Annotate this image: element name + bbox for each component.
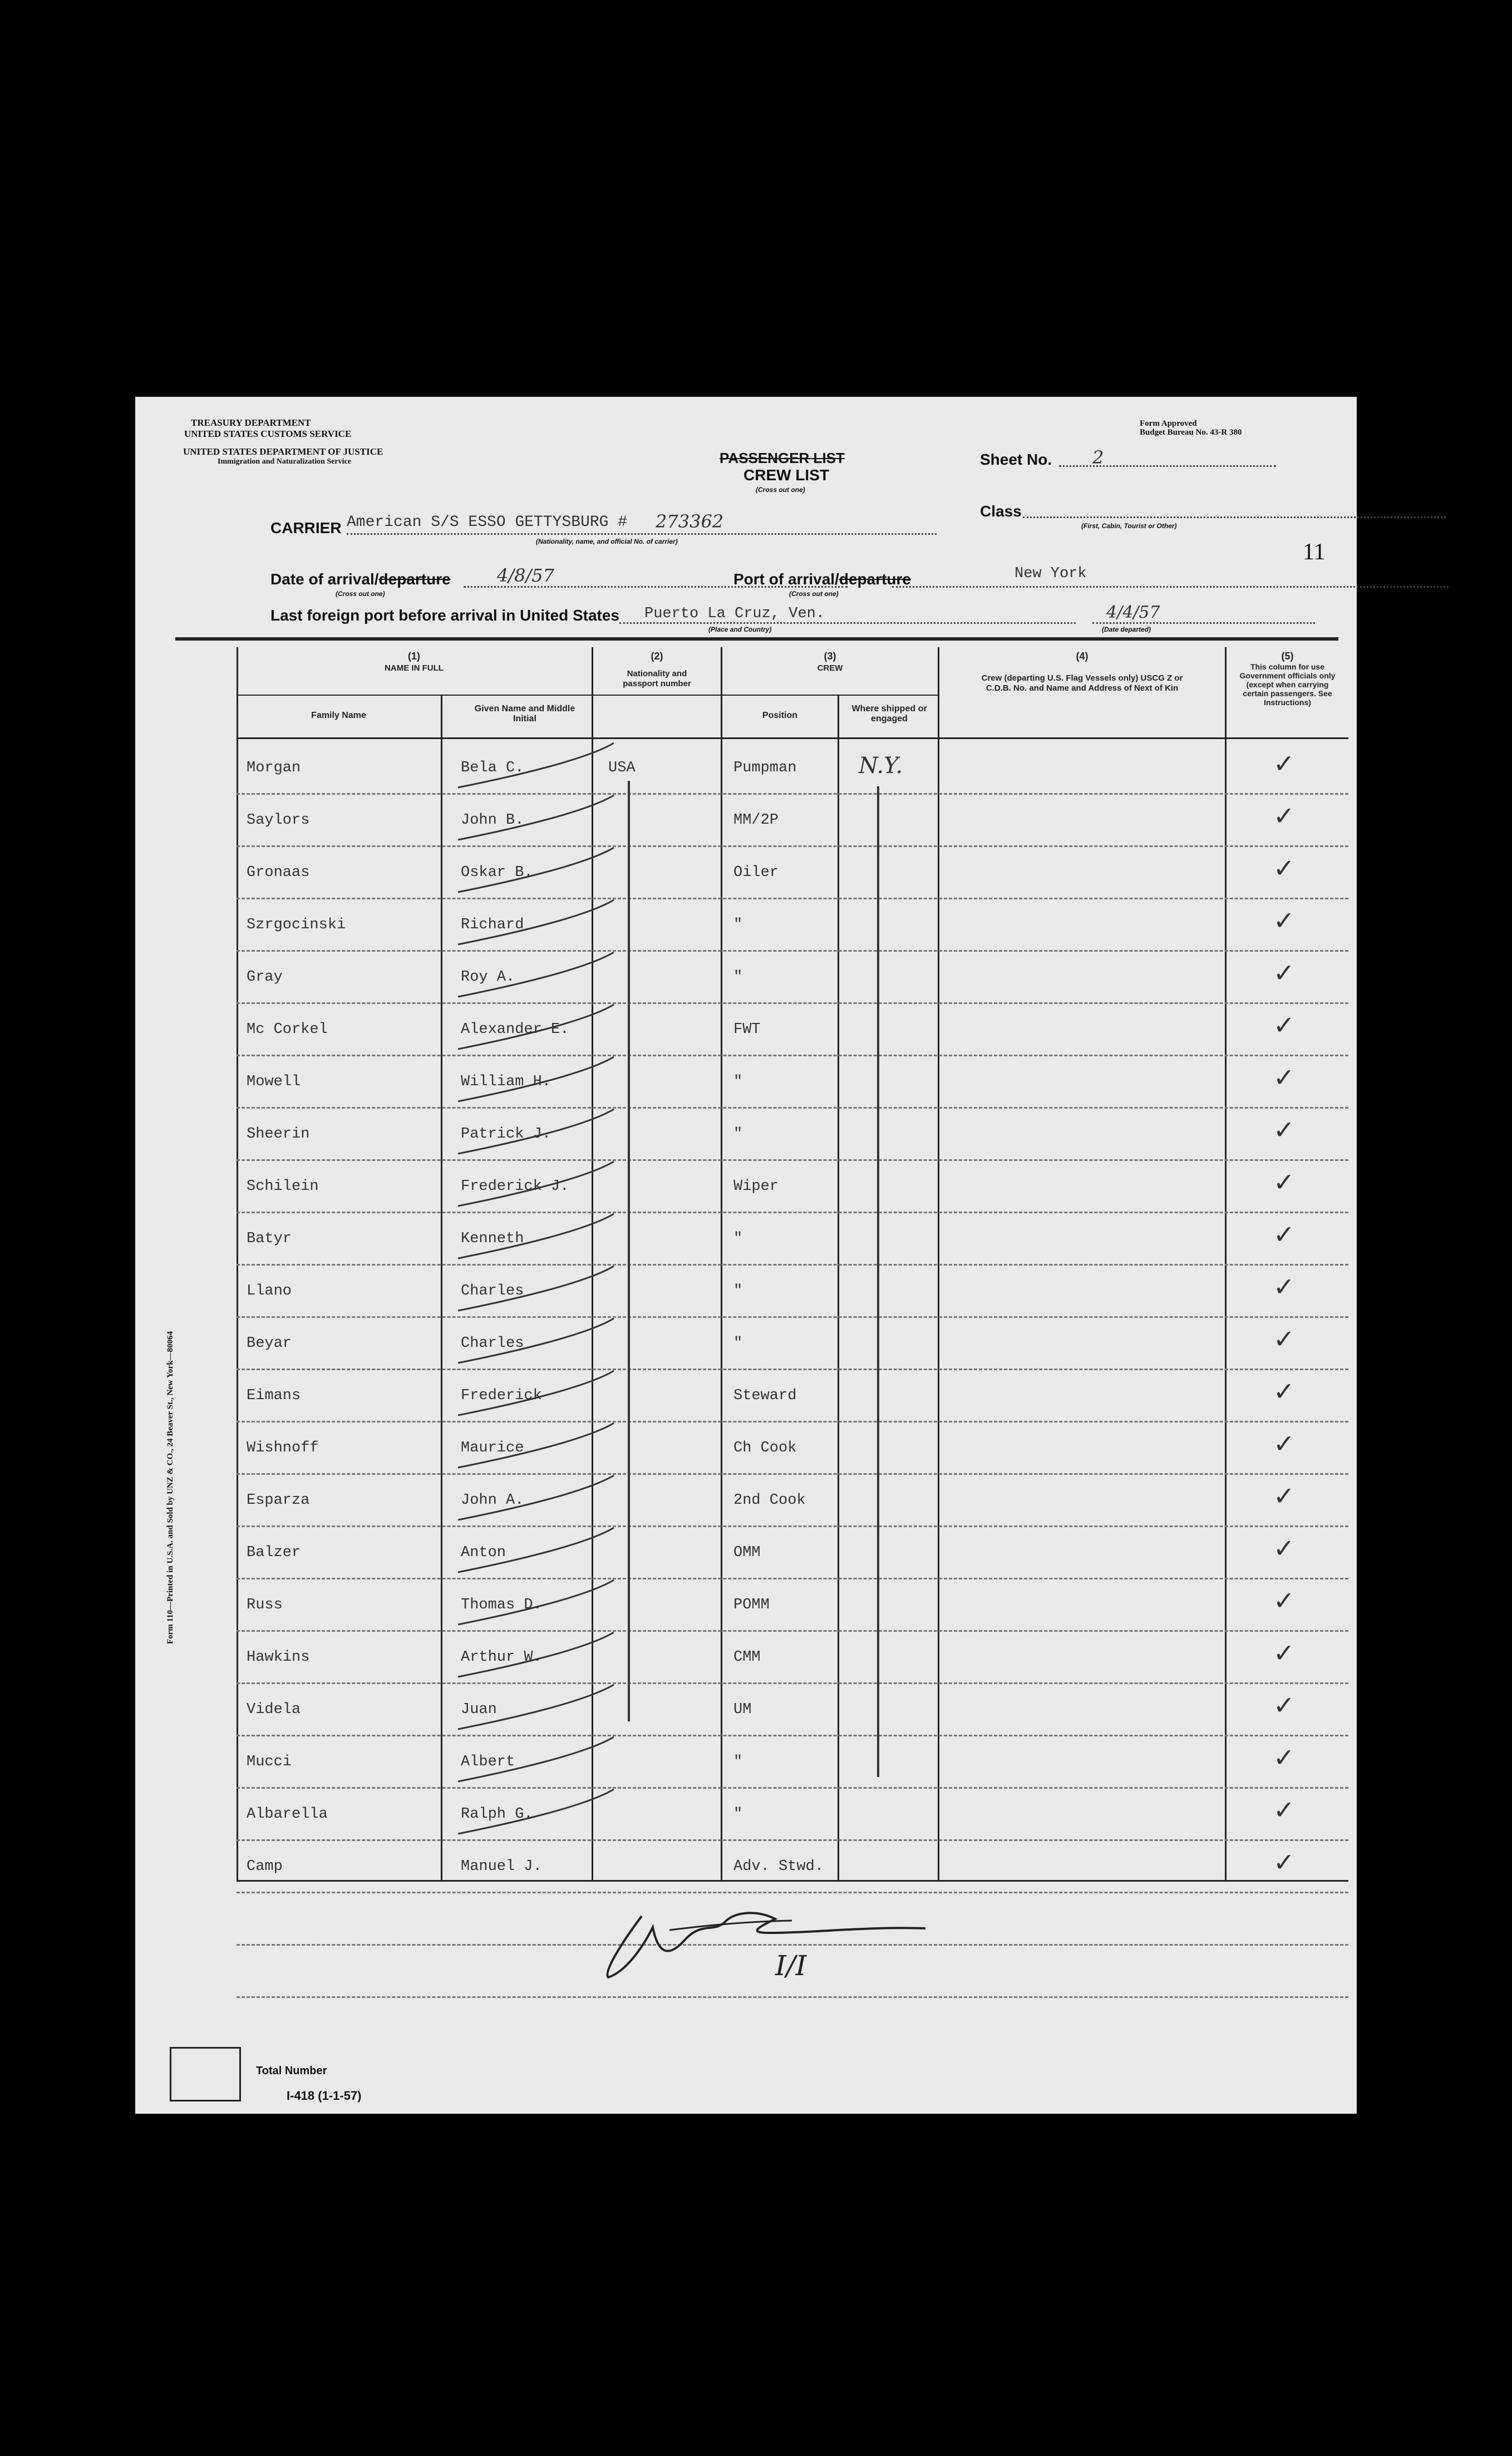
row-position: FWT — [733, 1021, 761, 1038]
row-rule — [237, 1735, 1348, 1736]
row-checkmark: ✓ — [1273, 1429, 1295, 1459]
row-family-name: Llano — [247, 1283, 292, 1300]
row-rule — [237, 845, 1348, 847]
grid-subheader-rule-3 — [721, 695, 938, 696]
row-family-name: Wishnoff — [247, 1440, 319, 1456]
family-name-header: Family Name — [311, 711, 366, 720]
row-checkmark: ✓ — [1273, 1690, 1295, 1720]
total-box — [170, 2047, 241, 2101]
pen-stroke — [458, 1214, 614, 1258]
page-number: 11 — [1303, 539, 1326, 565]
row-given-name: William H. — [461, 1074, 551, 1090]
shipped-header: Where shipped or engaged — [851, 704, 927, 723]
row-given-name: John B. — [461, 812, 524, 829]
date-departed-hint: (Date departed) — [1102, 626, 1151, 633]
date-label — [270, 570, 451, 588]
carrier-label: CARRIER — [270, 519, 342, 537]
budget-number: Budget Bureau No. 43-R 380 — [1140, 428, 1242, 437]
row-given-name: Manuel J. — [461, 1858, 542, 1875]
shipped-ny: N.Y. — [859, 753, 903, 779]
row-family-name: Balzer — [247, 1544, 301, 1561]
row-family-name: Sheerin — [247, 1126, 310, 1143]
col4-header — [939, 650, 1225, 693]
row-family-name: Szrgocinski — [247, 917, 346, 933]
row-position: " — [733, 1754, 743, 1770]
row-given-name: Richard — [461, 917, 524, 933]
class-line — [1023, 516, 1446, 518]
carrier-value: American S/S ESSO GETTYSBURG # — [347, 514, 628, 531]
pen-stroke — [458, 1685, 614, 1729]
row-given-name: Patrick J. — [461, 1126, 551, 1143]
col1-number: (1) — [408, 651, 420, 662]
port-label-struck: departure — [839, 570, 911, 588]
row-position: Ch Cook — [733, 1440, 797, 1456]
pen-strokes — [447, 742, 669, 1948]
departed-line — [1092, 622, 1315, 624]
row-rule — [237, 1682, 1348, 1684]
date-departed: 4/4/57 — [1106, 603, 1160, 622]
dept-justice: UNITED STATES DEPARTMENT OF JUSTICE — [183, 446, 383, 457]
last-port-line — [619, 622, 1076, 624]
row-given-name: Frederick — [461, 1387, 542, 1404]
col3-number: (3) — [824, 651, 836, 662]
pen-stroke — [458, 848, 614, 892]
dept-immigration: Immigration and Naturalization Service — [218, 457, 351, 466]
class-label: Class — [980, 503, 1022, 520]
row-checkmark: ✓ — [1273, 1795, 1295, 1825]
row-checkmark: ✓ — [1273, 1533, 1295, 1563]
row-rule — [237, 1630, 1348, 1632]
row-position: Oiler — [733, 864, 779, 881]
row-given-name: Bela C. — [461, 760, 524, 776]
pen-stroke — [458, 1318, 614, 1363]
row-checkmark: ✓ — [1273, 1115, 1295, 1145]
col2-title: Nationality and passport number — [623, 669, 691, 688]
row-position: Pumpman — [733, 760, 797, 776]
row-family-name: Hawkins — [247, 1649, 310, 1666]
sheet-line — [1059, 465, 1276, 467]
carrier-hint: (Nationality, name, and official No. of carrier) — [536, 538, 678, 545]
ditto-line-shipped — [877, 786, 879, 1777]
row-checkmark: ✓ — [1273, 905, 1295, 936]
row-position: 2nd Cook — [733, 1492, 806, 1509]
row-position: " — [733, 1126, 743, 1143]
grid-bottom — [237, 1880, 1348, 1882]
row-position: CMM — [733, 1649, 761, 1666]
pen-stroke — [458, 1789, 614, 1834]
row-rule — [237, 950, 1348, 952]
col5-title: This column for use Government officials only (except when carrying certain passengers. See Instructions) — [1239, 662, 1336, 707]
row-checkmark: ✓ — [1273, 1010, 1295, 1040]
row-rule — [237, 898, 1348, 899]
pen-stroke — [458, 1632, 614, 1677]
row-rule — [237, 1002, 1348, 1004]
pen-stroke — [458, 795, 614, 840]
position-header: Position — [762, 711, 798, 720]
pen-stroke — [458, 952, 614, 997]
row-position: " — [733, 1231, 743, 1247]
row-checkmark: ✓ — [1273, 1219, 1295, 1249]
date-label-text: Date of arrival/ — [270, 570, 379, 588]
row-family-name: Mowell — [247, 1074, 301, 1090]
row-checkmark: ✓ — [1273, 853, 1295, 883]
passenger-list-title: PASSENGER LIST — [720, 450, 845, 466]
row-position: Wiper — [733, 1178, 779, 1195]
crew-list-title: CREW LIST — [743, 466, 829, 484]
row-given-name: Maurice — [461, 1440, 524, 1456]
row-family-name: Morgan — [247, 760, 301, 776]
given-name-header: Given Name and Middle Initial — [474, 704, 575, 723]
pen-stroke — [458, 1109, 614, 1154]
port-label — [733, 570, 911, 588]
master-signature — [592, 1888, 937, 2005]
pen-stroke — [458, 1528, 614, 1572]
row-given-name: Oskar B. — [461, 864, 533, 881]
row-given-name: Ralph G. — [461, 1806, 533, 1823]
row-rule — [237, 1107, 1348, 1109]
row-family-name: Gronaas — [247, 864, 310, 881]
row-given-name: Juan — [461, 1701, 497, 1718]
row-rule — [237, 1787, 1348, 1789]
row-rule — [237, 1212, 1348, 1213]
port-value: New York — [1014, 565, 1087, 582]
cross-out-hint: (Cross out one) — [756, 486, 805, 494]
sheet-label: Sheet No. — [980, 451, 1052, 468]
pen-stroke — [458, 1266, 614, 1311]
col2-header — [593, 650, 721, 689]
grid-family-given — [441, 695, 442, 1880]
row-checkmark: ✓ — [1273, 1481, 1295, 1511]
row-family-name: Russ — [247, 1597, 283, 1613]
form-number: I-418 (1-1-57) — [287, 2089, 362, 2103]
row-checkmark: ✓ — [1273, 801, 1295, 831]
pen-stroke — [458, 743, 614, 788]
row-family-name: Albarella — [247, 1806, 328, 1823]
row-position: " — [733, 1074, 743, 1090]
row-position: POMM — [733, 1597, 770, 1613]
row-given-name: John A. — [461, 1492, 524, 1509]
row-rule — [237, 793, 1348, 795]
last-port-hint: (Place and Country) — [708, 626, 772, 633]
class-hint: (First, Cabin, Tourist or Other) — [1081, 522, 1177, 530]
row-given-name: Arthur W. — [461, 1649, 542, 1666]
port-line — [892, 586, 1449, 588]
row-family-name: Esparza — [247, 1492, 310, 1509]
official-number: 273362 — [656, 511, 724, 532]
row-position: MM/2P — [733, 812, 779, 829]
row-family-name: Eimans — [247, 1387, 301, 1404]
row-checkmark: ✓ — [1273, 958, 1295, 988]
row-position: " — [733, 1283, 743, 1300]
date-cross-hint: (Cross out one) — [336, 590, 385, 598]
row-checkmark: ✓ — [1273, 749, 1295, 779]
port-label-text: Port of arrival/ — [733, 570, 839, 588]
row-rule — [237, 1369, 1348, 1370]
row-rule — [237, 1525, 1348, 1527]
row-position: UM — [733, 1701, 752, 1718]
row-given-name: Anton — [461, 1544, 506, 1561]
port-cross-hint: (Cross out one) — [789, 590, 839, 598]
form-approved: Form Approved — [1140, 419, 1197, 428]
col1-title: NAME IN FULL — [385, 663, 444, 673]
col4-number: (4) — [1076, 651, 1089, 662]
last-port-label: Last foreign port before arrival in United States — [270, 607, 620, 624]
row-rule — [237, 1473, 1348, 1475]
row-checkmark: ✓ — [1273, 1586, 1295, 1616]
row-position: " — [733, 1806, 743, 1823]
row-family-name: Mc Corkel — [247, 1021, 328, 1038]
row-given-name: Alexander E. — [461, 1021, 569, 1038]
row-family-name: Gray — [247, 969, 283, 986]
row-checkmark: ✓ — [1273, 1062, 1295, 1092]
row-given-name: Roy A. — [461, 969, 515, 986]
row-checkmark: ✓ — [1273, 1272, 1295, 1302]
row-rule — [237, 1159, 1348, 1161]
pen-stroke — [458, 1057, 614, 1101]
last-port-value: Puerto La Cruz, Ven. — [644, 606, 825, 622]
row-position: Steward — [733, 1387, 797, 1404]
row-rule — [237, 1055, 1348, 1056]
row-checkmark: ✓ — [1273, 1376, 1295, 1406]
grid-header-bottom — [237, 737, 1348, 739]
pen-stroke — [458, 900, 614, 944]
header-rule — [175, 637, 1338, 641]
pen-stroke — [458, 1005, 614, 1049]
row-given-name: Thomas D. — [461, 1597, 542, 1613]
pen-stroke — [458, 1737, 614, 1781]
row-rule — [237, 1316, 1348, 1318]
row-given-name: Albert — [461, 1754, 515, 1770]
col3-header — [722, 650, 938, 675]
row-rule — [237, 1839, 1348, 1841]
total-label: Total Number — [256, 2065, 327, 2077]
row-position: " — [733, 917, 743, 933]
row-family-name: Mucci — [247, 1754, 292, 1770]
row-rule — [237, 1578, 1348, 1579]
col5-header — [1227, 650, 1348, 707]
row-checkmark: ✓ — [1273, 1167, 1295, 1197]
sheet-number: 2 — [1092, 447, 1104, 468]
arrival-date: 4/8/57 — [497, 565, 554, 586]
col5-number: (5) — [1281, 651, 1294, 662]
row-position: OMM — [733, 1544, 761, 1561]
pen-stroke — [458, 1423, 614, 1468]
pen-stroke — [458, 1475, 614, 1520]
dept-customs: UNITED STATES CUSTOMS SERVICE — [184, 429, 352, 439]
carrier-line — [347, 533, 937, 535]
pen-stroke — [458, 1161, 614, 1206]
row-family-name: Videla — [247, 1701, 301, 1718]
crew-list-form — [135, 397, 1357, 2114]
row-given-name: Charles — [461, 1283, 524, 1300]
side-print: Form 110—Printed in U.S.A. and Sold by UNZ & CO., 24 Beaver St., New York—80064 — [166, 1331, 175, 1645]
nationality-usa: USA — [608, 760, 636, 776]
pen-stroke — [458, 1580, 614, 1625]
row-family-name: Saylors — [247, 812, 310, 829]
col3-title: CREW — [817, 663, 843, 673]
row-given-name: Frederick J. — [461, 1178, 569, 1195]
row-position: " — [733, 969, 743, 986]
row-checkmark: ✓ — [1273, 1638, 1295, 1668]
dept-treasury: TREASURY DEPARTMENT — [191, 417, 311, 428]
col1-header — [237, 650, 592, 675]
row-family-name: Batyr — [247, 1231, 292, 1247]
row-given-name: Charles — [461, 1335, 524, 1352]
ditto-line-nationality — [628, 781, 630, 1721]
row-checkmark: ✓ — [1273, 1847, 1295, 1877]
row-checkmark: ✓ — [1273, 1743, 1295, 1773]
row-family-name: Schilein — [247, 1178, 319, 1195]
row-checkmark: ✓ — [1273, 1324, 1295, 1354]
grid-position-shipped — [838, 695, 839, 1880]
row-rule — [237, 1264, 1348, 1266]
row-rule — [237, 1421, 1348, 1423]
row-position: Adv. Stwd. — [733, 1858, 824, 1875]
col4-title: Crew (departing U.S. Flag Vessels only) USCG Z or C.D.B. No. and Name and Address of Next of Kin — [981, 673, 1183, 693]
pen-stroke — [458, 1371, 614, 1415]
row-given-name: Kenneth — [461, 1231, 524, 1247]
row-position: " — [733, 1335, 743, 1352]
row-family-name: Beyar — [247, 1335, 292, 1352]
date-label-struck: departure — [378, 570, 451, 588]
row-family-name: Camp — [247, 1858, 283, 1875]
col2-number: (2) — [651, 651, 663, 662]
initials: I/I — [775, 1950, 807, 1982]
